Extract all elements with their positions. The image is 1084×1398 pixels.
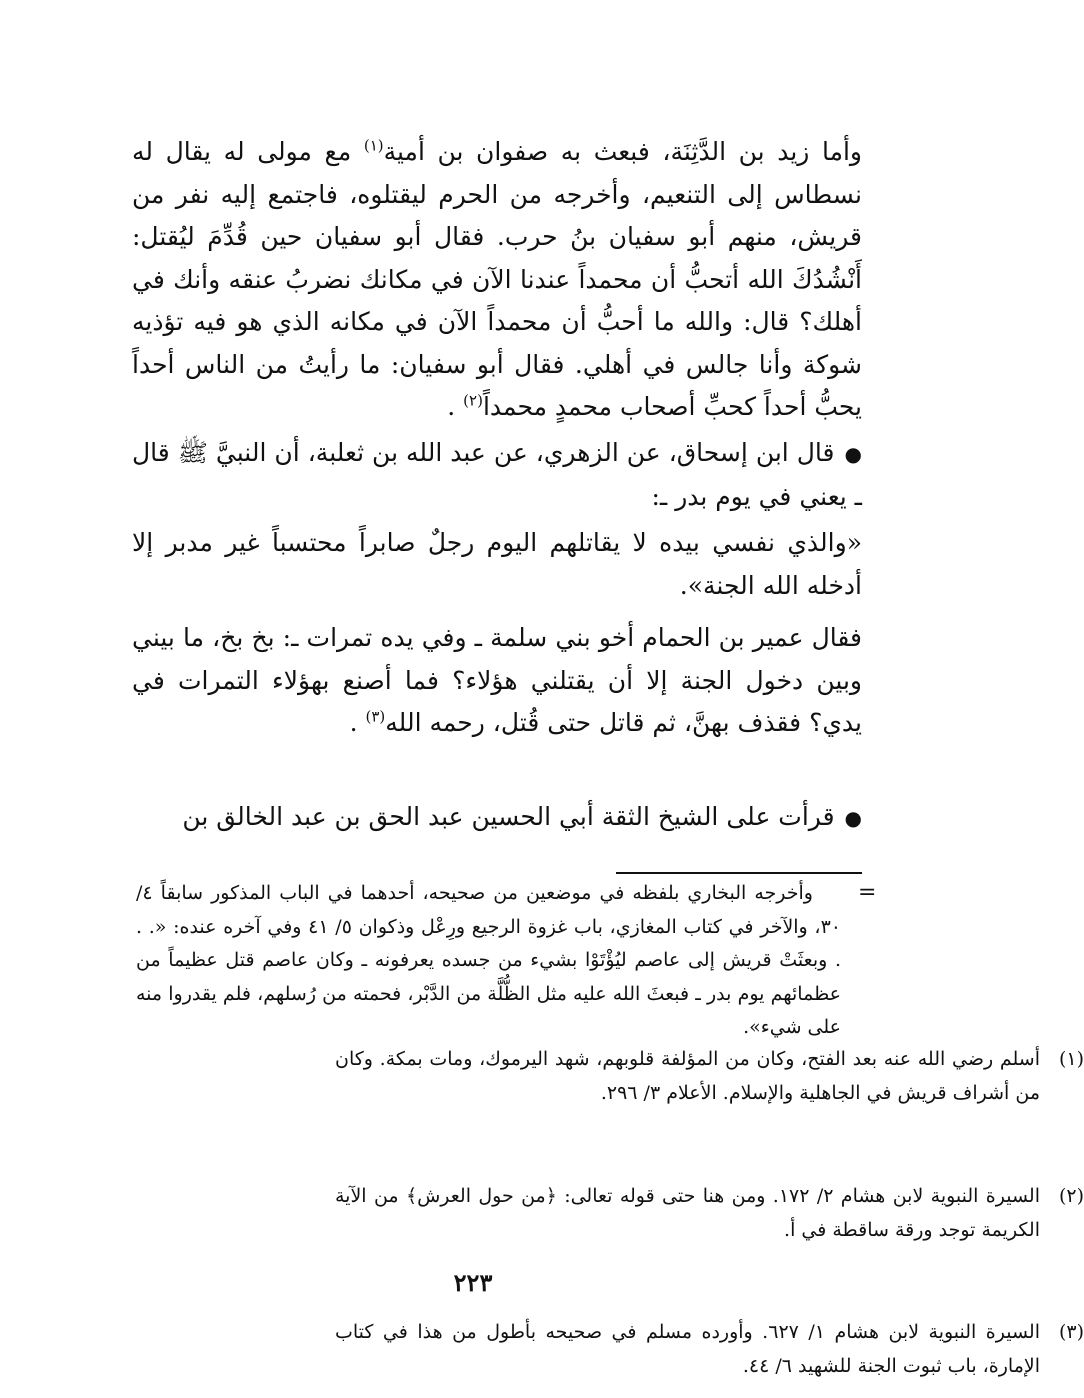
footnote-2 [335, 1180, 1082, 1247]
footnote-continuation [136, 877, 841, 1045]
paragraph-isnad [132, 796, 862, 840]
footnote-number: (٢) [1058, 1185, 1084, 1207]
paragraph-zayd [132, 131, 862, 429]
bullet-icon: ● [844, 806, 862, 830]
paragraph-text: وأما زيد بن الدَّثِنَة، فبعث به صفوان بن أمية [383, 137, 862, 166]
paragraph-ibn-ishaq [132, 432, 862, 518]
footnote-ref-2[interactable]: (٢) [463, 391, 483, 410]
footnote-divider [616, 872, 862, 874]
paragraph-umayr [132, 617, 862, 745]
footnote-number: (٣) [1058, 1321, 1084, 1343]
paragraph-text: فقال عمير بن الحمام أخو بني سلمة ـ وفي يده تمرات ـ: بخ بخ، ما بيني وبين دخول الجنة إلا أن يقتلني هؤلاء؟ فما أصنع بهؤلاء التمرات في يدي؟ فقذف بهنَّ، ثم قاتل حتى قُتل، رحمه الله [132, 623, 862, 737]
bullet-icon: ● [844, 442, 863, 466]
footnote-3 [335, 1316, 1082, 1383]
footnote-continuation-mark: = [858, 880, 877, 905]
footnote-1 [335, 1043, 1082, 1110]
footnote-text: السيرة النبوية لابن هشام ٢/ ١٧٢. ومن هنا حتى قوله تعالى: ﴿من حول العرش﴾ من الآية الكريمة توجد ورقة ساقطة في أ. [335, 1185, 1041, 1241]
paragraph-text: قرأت على الشيخ الثقة أبي الحسين عبد الحق بن عبد الخالق بن [182, 802, 835, 831]
paragraph-text: قال ابن إسحاق، عن الزهري، عن عبد الله بن ثعلبة، أن النبيَّ ﷺ قال ـ يعني في يوم بدر ـ: [132, 438, 862, 511]
paragraph-text: مع مولى له يقال له نسطاس إلى التنعيم، وأخرجه من الحرم ليقتلوه، فاجتمع إليه نفر من قريش، منهم أبو سفيان بنُ حرب. فقال أبو سفيان حين قُدِّمَ ليُقتل: أَنْشُدُكَ الله أتحبُّ أن محمداً عندنا الآن في مكانك نضربُ عنقه وأنك في أهلك؟ قال: والله ما أحبُّ أن محمداً الآن في مكانه الذي هو فيه تؤذيه شوكة وأنا جالس في أهلي. فقال أبو سفيان: ما رأيتُ من الناس أحداً يحبُّ أحداً كحبِّ أصحاب محمدٍ محمداً [132, 137, 862, 421]
footnote-text: وأخرجه البخاري بلفظه في موضعين من صحيحه، أحدهما في الباب المذكور سابقاً ٤/ ٣٠، والآخر في كتاب المغازي، باب غزوة الرجيع ورِعْل وذكوان ٥/ ٤١ وفي آخره عنده: «. . . وبعثَتْ قريش إلى عاصم ليُؤْتَوْا بشيء من جسده يعرفونه ـ وكان عاصم قتل عظيماً من عظمائهم يوم بدر ـ فبعثَ الله عليه مثل الظُّلَّة من الدَّبْر، فحمته من رُسلهم، فلم يقدروا منه على شيء». [136, 882, 841, 1038]
footnote-text: السيرة النبوية لابن هشام ١/ ٦٢٧. وأورده مسلم في صحيحه بأطول من هذا في كتاب الإمارة، باب ثبوت الجنة للشهيد ٦/ ٤٤. [335, 1321, 1040, 1377]
section-separator [380, 758, 610, 788]
page-number: ٢٢٣ [453, 1268, 493, 1297]
footnote-text: أسلم رضي الله عنه بعد الفتح، وكان من المؤلفة قلوبهم، شهد اليرموك، ومات بمكة. وكان من أشراف قريش في الجاهلية والإسلام. الأعلام ٣/ ٢٩٦. [335, 1048, 1040, 1104]
footnote-ref-1[interactable]: (١) [363, 136, 384, 155]
paragraph-hadith [132, 522, 862, 607]
footnote-ref-3[interactable]: (٣) [365, 707, 386, 726]
paragraph-text: «والذي نفسي بيده لا يقاتلهم اليوم رجلٌ صابراً محتسباً غير مدبر إلا أدخله الله الجنة». [132, 528, 862, 600]
paragraph-end: . [349, 708, 366, 737]
paragraph-end: . [447, 392, 464, 421]
footnote-number: (١) [1058, 1048, 1084, 1070]
